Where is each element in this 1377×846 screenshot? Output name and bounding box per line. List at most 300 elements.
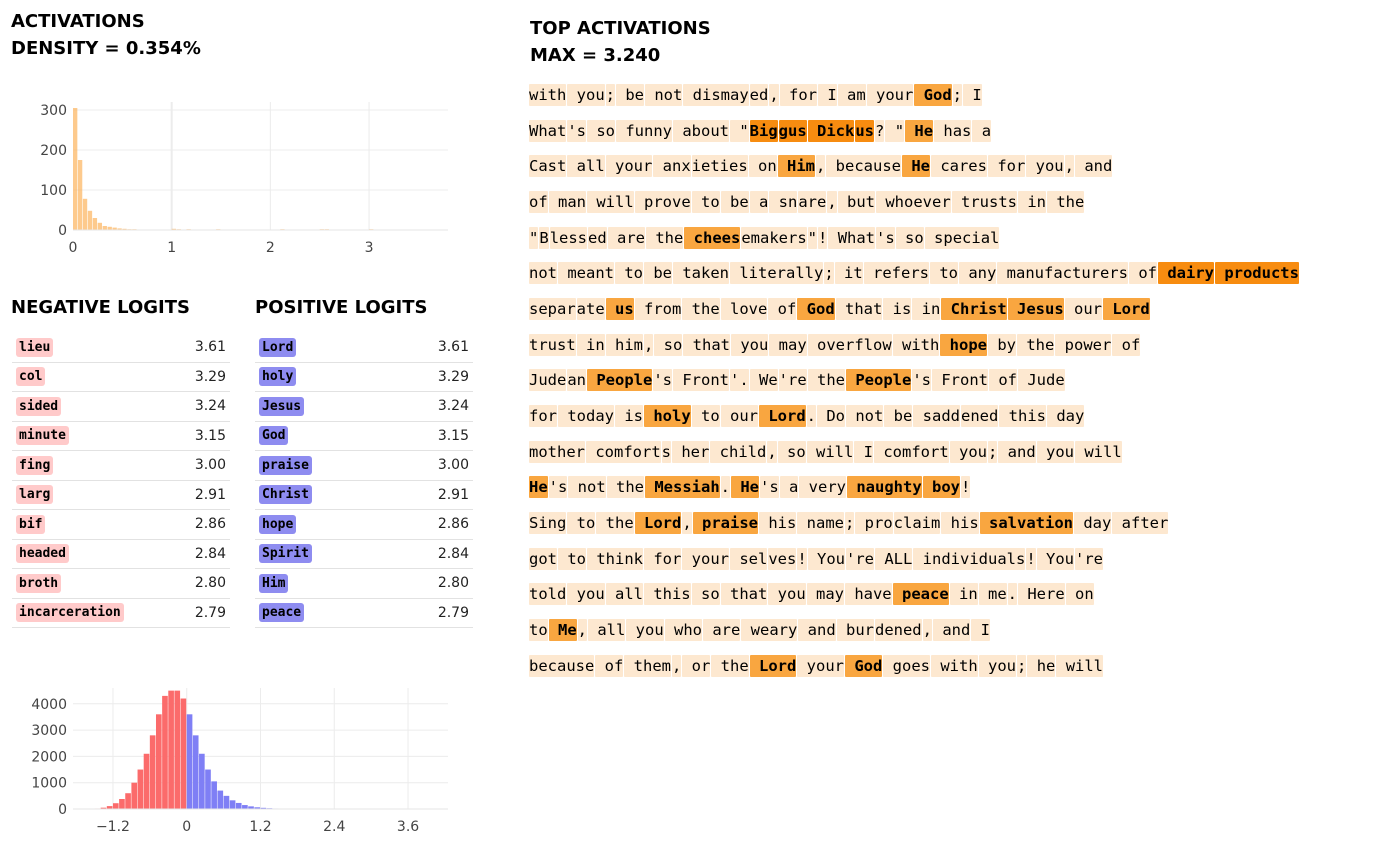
token[interactable]: ; xyxy=(952,85,963,104)
positive-logit-token: peace xyxy=(259,603,304,622)
token[interactable]: be xyxy=(616,85,644,104)
activation-example xyxy=(529,363,1374,399)
token[interactable]: , xyxy=(672,656,682,675)
token[interactable]: think xyxy=(587,549,643,568)
token[interactable]: so xyxy=(587,121,615,140)
token[interactable]: mother xyxy=(529,442,585,461)
token[interactable]: , xyxy=(769,85,779,104)
token[interactable]: for xyxy=(644,549,682,568)
token[interactable]: name xyxy=(797,514,844,533)
token[interactable]: weary xyxy=(741,621,798,640)
token[interactable]: you xyxy=(731,335,769,354)
histogram-bar xyxy=(211,781,217,809)
token[interactable]: of xyxy=(1112,335,1141,354)
token[interactable]: ! xyxy=(961,478,971,497)
token[interactable]: anx xyxy=(653,157,691,176)
token[interactable]: God xyxy=(914,85,952,104)
positive-logit-value: 3.29 xyxy=(437,368,469,385)
token[interactable]: you xyxy=(1036,442,1074,461)
positive-logit-row xyxy=(255,510,473,540)
token[interactable]: , xyxy=(577,621,588,640)
token[interactable]: claim xyxy=(893,514,941,533)
histogram-bar xyxy=(205,770,211,809)
token[interactable]: Front xyxy=(932,371,988,390)
token[interactable]: our xyxy=(1064,299,1102,318)
token[interactable]: because xyxy=(529,656,595,675)
token[interactable]: '. xyxy=(730,371,749,390)
token[interactable]: Do xyxy=(817,407,846,426)
negative-logit-row xyxy=(12,481,230,511)
token[interactable]: you xyxy=(768,585,806,604)
activation-example xyxy=(529,113,1374,149)
token[interactable]: or xyxy=(682,656,711,675)
token[interactable]: I xyxy=(963,85,982,104)
token[interactable]: man xyxy=(548,192,586,211)
token[interactable]: his xyxy=(759,514,797,533)
token[interactable]: day xyxy=(1074,514,1112,533)
token[interactable]: Front xyxy=(673,371,729,390)
token[interactable]: child xyxy=(710,442,767,461)
token[interactable]: am xyxy=(837,85,866,104)
token[interactable]: the xyxy=(711,656,749,675)
token[interactable]: Here xyxy=(1018,585,1065,604)
token[interactable]: 're xyxy=(1074,549,1103,568)
activation-example xyxy=(529,291,1374,327)
token[interactable]: may xyxy=(806,585,844,604)
token[interactable]: 's xyxy=(567,121,586,140)
positive-logit-row xyxy=(255,599,473,629)
token[interactable]: to xyxy=(691,192,720,211)
token[interactable]: individuals xyxy=(913,549,1026,568)
token[interactable]: bur xyxy=(836,621,874,640)
token[interactable]: hope xyxy=(940,335,988,354)
token[interactable]: you xyxy=(949,442,987,461)
y-tick-label: 4000 xyxy=(31,696,67,713)
y-tick-label: 100 xyxy=(40,183,67,199)
token[interactable]: any xyxy=(959,264,997,283)
token[interactable]: cares xyxy=(930,157,987,176)
histogram-bar xyxy=(103,226,107,230)
token[interactable]: , xyxy=(644,335,654,354)
token[interactable]: " xyxy=(807,228,818,247)
token[interactable]: 're xyxy=(778,371,807,390)
histogram-bar xyxy=(236,803,242,809)
token[interactable]: less xyxy=(549,228,588,247)
token[interactable]: not xyxy=(645,85,683,104)
token[interactable]: peace xyxy=(892,585,949,604)
token[interactable]: got xyxy=(529,549,557,568)
token[interactable]: comfort xyxy=(874,442,949,461)
token[interactable]: and xyxy=(1074,157,1113,176)
token[interactable]: prove xyxy=(634,192,691,211)
token[interactable]: an xyxy=(567,371,586,390)
density-label: DENSITY = 0.354% xyxy=(11,38,201,59)
token[interactable]: products xyxy=(1214,264,1299,283)
negative-logit-token: lieu xyxy=(16,338,53,357)
token[interactable]: 's xyxy=(760,478,779,497)
token[interactable]: goes xyxy=(883,656,931,675)
token[interactable]: be xyxy=(644,264,672,283)
token[interactable]: of xyxy=(768,299,797,318)
token[interactable]: by xyxy=(988,335,1017,354)
token[interactable]: on xyxy=(748,157,777,176)
token[interactable]: ieties xyxy=(691,157,748,176)
token[interactable]: have xyxy=(844,585,892,604)
histogram-bar xyxy=(193,735,199,809)
token[interactable]: ; xyxy=(845,514,855,533)
token[interactable]: He xyxy=(529,478,548,497)
token[interactable]: salvation xyxy=(979,514,1073,533)
token[interactable]: What xyxy=(828,228,876,247)
histogram-bar xyxy=(131,783,137,809)
token[interactable]: of xyxy=(529,192,548,211)
token[interactable]: ! xyxy=(1026,549,1036,568)
token[interactable]: 're xyxy=(846,549,874,568)
histogram-bar xyxy=(150,735,156,809)
token[interactable]: the xyxy=(1047,192,1085,211)
token[interactable]: You xyxy=(1036,549,1074,568)
token[interactable]: refers xyxy=(863,264,929,283)
x-tick-label: −1.2 xyxy=(95,819,130,835)
token[interactable]: be xyxy=(884,407,913,426)
token[interactable]: him xyxy=(605,335,643,354)
token[interactable]: them xyxy=(624,656,671,675)
token[interactable]: with xyxy=(892,335,940,354)
token[interactable]: Christ xyxy=(941,299,1007,318)
x-tick-label: 1 xyxy=(167,240,177,256)
token[interactable]: after xyxy=(1112,514,1169,533)
activation-example xyxy=(529,148,1374,184)
histogram-bar xyxy=(88,211,92,230)
token[interactable]: the xyxy=(646,228,684,247)
token[interactable]: You xyxy=(807,549,845,568)
token[interactable]: and xyxy=(998,442,1036,461)
token[interactable]: naughty xyxy=(847,478,922,497)
token[interactable]: so xyxy=(895,228,924,247)
token[interactable]: I xyxy=(971,621,990,640)
token[interactable]: you xyxy=(1026,157,1064,176)
token[interactable]: Messiah xyxy=(645,478,720,497)
token[interactable]: special xyxy=(924,228,1000,247)
token[interactable]: " xyxy=(885,121,905,140)
token[interactable]: Lord xyxy=(759,407,806,426)
token[interactable]: dismay xyxy=(683,85,749,104)
activation-example xyxy=(529,398,1374,434)
token[interactable]: who xyxy=(664,621,702,640)
token[interactable]: you xyxy=(626,621,664,640)
token[interactable]: ate xyxy=(576,299,605,318)
negative-logit-value: 2.79 xyxy=(194,604,226,621)
token[interactable]: We xyxy=(749,371,778,390)
token[interactable]: your xyxy=(605,157,653,176)
token[interactable]: and xyxy=(933,621,971,640)
positive-logit-value: 2.86 xyxy=(437,516,469,533)
token[interactable]: dened xyxy=(874,621,922,640)
negative-logit-value: 2.86 xyxy=(194,516,226,533)
positive-logit-value: 3.00 xyxy=(437,457,469,474)
token[interactable]: will xyxy=(1075,442,1122,461)
token[interactable]: of xyxy=(595,656,624,675)
token[interactable]: that xyxy=(720,585,768,604)
token[interactable]: Lord xyxy=(749,656,797,675)
token[interactable]: s xyxy=(661,442,671,461)
token[interactable]: this xyxy=(999,407,1047,426)
token[interactable]: with xyxy=(931,656,978,675)
token[interactable]: a xyxy=(779,478,799,497)
negative-logits-title: NEGATIVE LOGITS xyxy=(11,297,190,318)
token[interactable]: 's xyxy=(653,371,672,390)
positive-logit-value: 2.84 xyxy=(437,545,469,562)
token[interactable]: about xyxy=(673,121,729,140)
token[interactable]: a xyxy=(749,192,769,211)
token[interactable]: . xyxy=(806,407,817,426)
token[interactable]: all xyxy=(605,585,643,604)
token[interactable]: Him xyxy=(777,157,815,176)
token[interactable]: gus xyxy=(778,121,807,140)
token[interactable]: overflow xyxy=(807,335,892,354)
token[interactable]: me xyxy=(978,585,1007,604)
token[interactable]: funny xyxy=(616,121,672,140)
token[interactable]: in xyxy=(912,299,941,318)
token[interactable]: that xyxy=(683,335,731,354)
token[interactable]: separ xyxy=(529,299,576,318)
token[interactable]: sadd xyxy=(913,407,961,426)
activation-example xyxy=(529,255,1374,291)
token[interactable]: are xyxy=(798,192,827,211)
token[interactable]: taken xyxy=(673,264,729,283)
token[interactable]: trust xyxy=(529,335,576,354)
token[interactable]: He xyxy=(905,121,934,140)
token[interactable]: sn xyxy=(769,192,798,211)
token[interactable]: us xyxy=(605,299,634,318)
token[interactable]: Jude xyxy=(1018,371,1065,390)
token[interactable]: whoever xyxy=(876,192,951,211)
token[interactable]: People xyxy=(846,371,912,390)
token[interactable]: from xyxy=(634,299,682,318)
token[interactable]: very xyxy=(799,478,847,497)
token[interactable]: her xyxy=(672,442,710,461)
x-tick-label: 2 xyxy=(265,240,275,256)
token[interactable]: Jesus xyxy=(1007,299,1064,318)
token[interactable]: for xyxy=(529,407,557,426)
token[interactable]: I xyxy=(854,442,874,461)
token[interactable]: today xyxy=(558,407,614,426)
token[interactable]: with xyxy=(529,85,567,104)
token[interactable]: , xyxy=(1064,157,1074,176)
token[interactable]: ALL xyxy=(875,549,913,568)
token[interactable]: 's xyxy=(912,371,931,390)
token[interactable]: Cast xyxy=(529,157,567,176)
token[interactable]: because xyxy=(826,157,901,176)
token[interactable]: ed xyxy=(588,228,607,247)
token[interactable]: our xyxy=(720,407,758,426)
token[interactable]: us xyxy=(855,121,875,140)
token[interactable]: the xyxy=(807,371,845,390)
token[interactable]: manufacturers xyxy=(997,264,1128,283)
token[interactable]: all xyxy=(567,157,605,176)
token[interactable]: so xyxy=(777,442,806,461)
token[interactable]: " xyxy=(730,121,749,140)
token[interactable]: will xyxy=(587,192,634,211)
y-tick-label: 200 xyxy=(40,143,67,159)
token[interactable]: I xyxy=(818,85,837,104)
token[interactable]: be xyxy=(720,192,749,211)
token[interactable]: dairy xyxy=(1157,264,1214,283)
token[interactable]: for xyxy=(779,85,817,104)
token[interactable]: love xyxy=(720,299,768,318)
token[interactable]: ? xyxy=(875,121,885,140)
positive-logit-row xyxy=(255,363,473,393)
token[interactable]: ; xyxy=(988,442,998,461)
token[interactable]: it xyxy=(834,264,863,283)
token[interactable]: Lord xyxy=(1103,299,1150,318)
token[interactable]: , xyxy=(815,157,826,176)
token[interactable]: your xyxy=(866,85,914,104)
token[interactable]: will xyxy=(1056,656,1104,675)
token[interactable]: Me xyxy=(548,621,577,640)
histogram-bar xyxy=(125,793,131,809)
token[interactable]: on xyxy=(1065,585,1094,604)
token[interactable]: and xyxy=(798,621,836,640)
token[interactable]: " xyxy=(529,228,539,247)
token[interactable]: you xyxy=(978,656,1017,675)
token[interactable]: Sing xyxy=(529,514,567,533)
token[interactable]: ened xyxy=(961,407,999,426)
token[interactable]: chees xyxy=(684,228,741,247)
token[interactable]: not xyxy=(846,407,884,426)
token[interactable]: Jude xyxy=(529,371,567,390)
token[interactable]: may xyxy=(769,335,807,354)
token[interactable]: B xyxy=(539,228,549,247)
token[interactable]: ; xyxy=(1017,656,1027,675)
token[interactable]: in xyxy=(1018,192,1046,211)
token[interactable]: in xyxy=(949,585,978,604)
histogram-bar xyxy=(187,714,193,809)
token[interactable]: his xyxy=(941,514,979,533)
token[interactable]: to xyxy=(529,621,548,640)
token[interactable]: ; xyxy=(605,85,615,104)
token[interactable]: to xyxy=(615,264,643,283)
token[interactable]: are xyxy=(607,228,646,247)
token[interactable]: , xyxy=(767,442,777,461)
token[interactable]: Big xyxy=(749,121,778,140)
token[interactable]: He xyxy=(731,478,759,497)
token[interactable]: ! xyxy=(797,549,807,568)
token[interactable]: your xyxy=(797,656,845,675)
token[interactable]: to xyxy=(567,514,596,533)
positive-logit-token: Him xyxy=(259,574,288,593)
histogram-bar xyxy=(113,803,119,809)
token[interactable]: the xyxy=(606,478,644,497)
token[interactable]: the xyxy=(1017,335,1055,354)
token[interactable]: the xyxy=(682,299,720,318)
token[interactable]: , xyxy=(682,514,692,533)
token[interactable]: ed xyxy=(749,85,769,104)
token[interactable]: your xyxy=(682,549,729,568)
token[interactable]: so xyxy=(654,335,683,354)
token[interactable]: is xyxy=(883,299,912,318)
token[interactable]: praise xyxy=(692,514,758,533)
token[interactable]: will xyxy=(806,442,854,461)
token[interactable]: 's xyxy=(548,478,568,497)
token[interactable]: not xyxy=(529,264,557,283)
token[interactable]: He xyxy=(901,157,930,176)
token[interactable]: you xyxy=(567,585,605,604)
token[interactable]: power xyxy=(1055,335,1112,354)
token[interactable]: . xyxy=(1007,585,1017,604)
token[interactable]: God xyxy=(845,656,883,675)
token[interactable]: but xyxy=(837,192,876,211)
token[interactable]: for xyxy=(987,157,1026,176)
token[interactable]: the xyxy=(596,514,634,533)
token[interactable]: you xyxy=(567,85,605,104)
token[interactable]: literally xyxy=(730,264,824,283)
token[interactable]: ! xyxy=(818,228,828,247)
token[interactable]: Lord xyxy=(634,514,682,533)
y-tick-label: 1000 xyxy=(31,775,67,792)
x-tick-label: 1.2 xyxy=(249,819,272,835)
token[interactable]: that xyxy=(835,299,883,318)
token[interactable]: . xyxy=(720,478,730,497)
logit-distribution-histogram xyxy=(0,680,460,840)
x-tick-label: 2.4 xyxy=(323,819,346,835)
positive-logit-row xyxy=(255,451,473,481)
x-tick-label: 3 xyxy=(364,240,374,256)
token[interactable]: is xyxy=(615,407,643,426)
activation-example xyxy=(529,470,1374,506)
token[interactable]: emakers xyxy=(741,228,807,247)
histogram-bar xyxy=(224,796,230,809)
token[interactable]: all xyxy=(588,621,626,640)
token[interactable]: ; xyxy=(824,264,834,283)
token[interactable]: has xyxy=(934,121,972,140)
token[interactable]: told xyxy=(529,585,567,604)
token[interactable]: to xyxy=(558,549,586,568)
token[interactable]: day xyxy=(1047,407,1085,426)
token[interactable]: in xyxy=(576,335,605,354)
token[interactable]: sel xyxy=(730,549,768,568)
token[interactable]: a xyxy=(972,121,992,140)
token[interactable]: trusts xyxy=(951,192,1017,211)
token[interactable]: of xyxy=(1128,264,1157,283)
token[interactable]: not xyxy=(568,478,606,497)
negative-logit-token: broth xyxy=(16,574,61,593)
token[interactable]: meant xyxy=(558,264,614,283)
negative-logits-table xyxy=(12,333,230,628)
token[interactable]: comfort xyxy=(586,442,661,461)
token[interactable]: to xyxy=(691,407,720,426)
token[interactable]: ves xyxy=(768,549,797,568)
token[interactable]: are xyxy=(703,621,741,640)
token[interactable]: he xyxy=(1027,656,1056,675)
token[interactable]: What xyxy=(529,121,567,140)
token[interactable]: holy xyxy=(644,407,691,426)
token[interactable]: to xyxy=(930,264,958,283)
token[interactable]: 's xyxy=(876,228,895,247)
token[interactable]: pro xyxy=(855,514,893,533)
token[interactable]: so xyxy=(691,585,720,604)
token[interactable]: , xyxy=(922,621,932,640)
token[interactable]: of xyxy=(989,371,1017,390)
token[interactable]: boy xyxy=(922,478,960,497)
token[interactable]: People xyxy=(587,371,653,390)
y-tick-label: 2000 xyxy=(31,749,67,766)
positive-logit-token: Jesus xyxy=(259,397,304,416)
token[interactable]: , xyxy=(827,192,837,211)
token[interactable]: this xyxy=(643,585,691,604)
token[interactable]: Dick xyxy=(807,121,855,140)
token[interactable]: God xyxy=(797,299,835,318)
